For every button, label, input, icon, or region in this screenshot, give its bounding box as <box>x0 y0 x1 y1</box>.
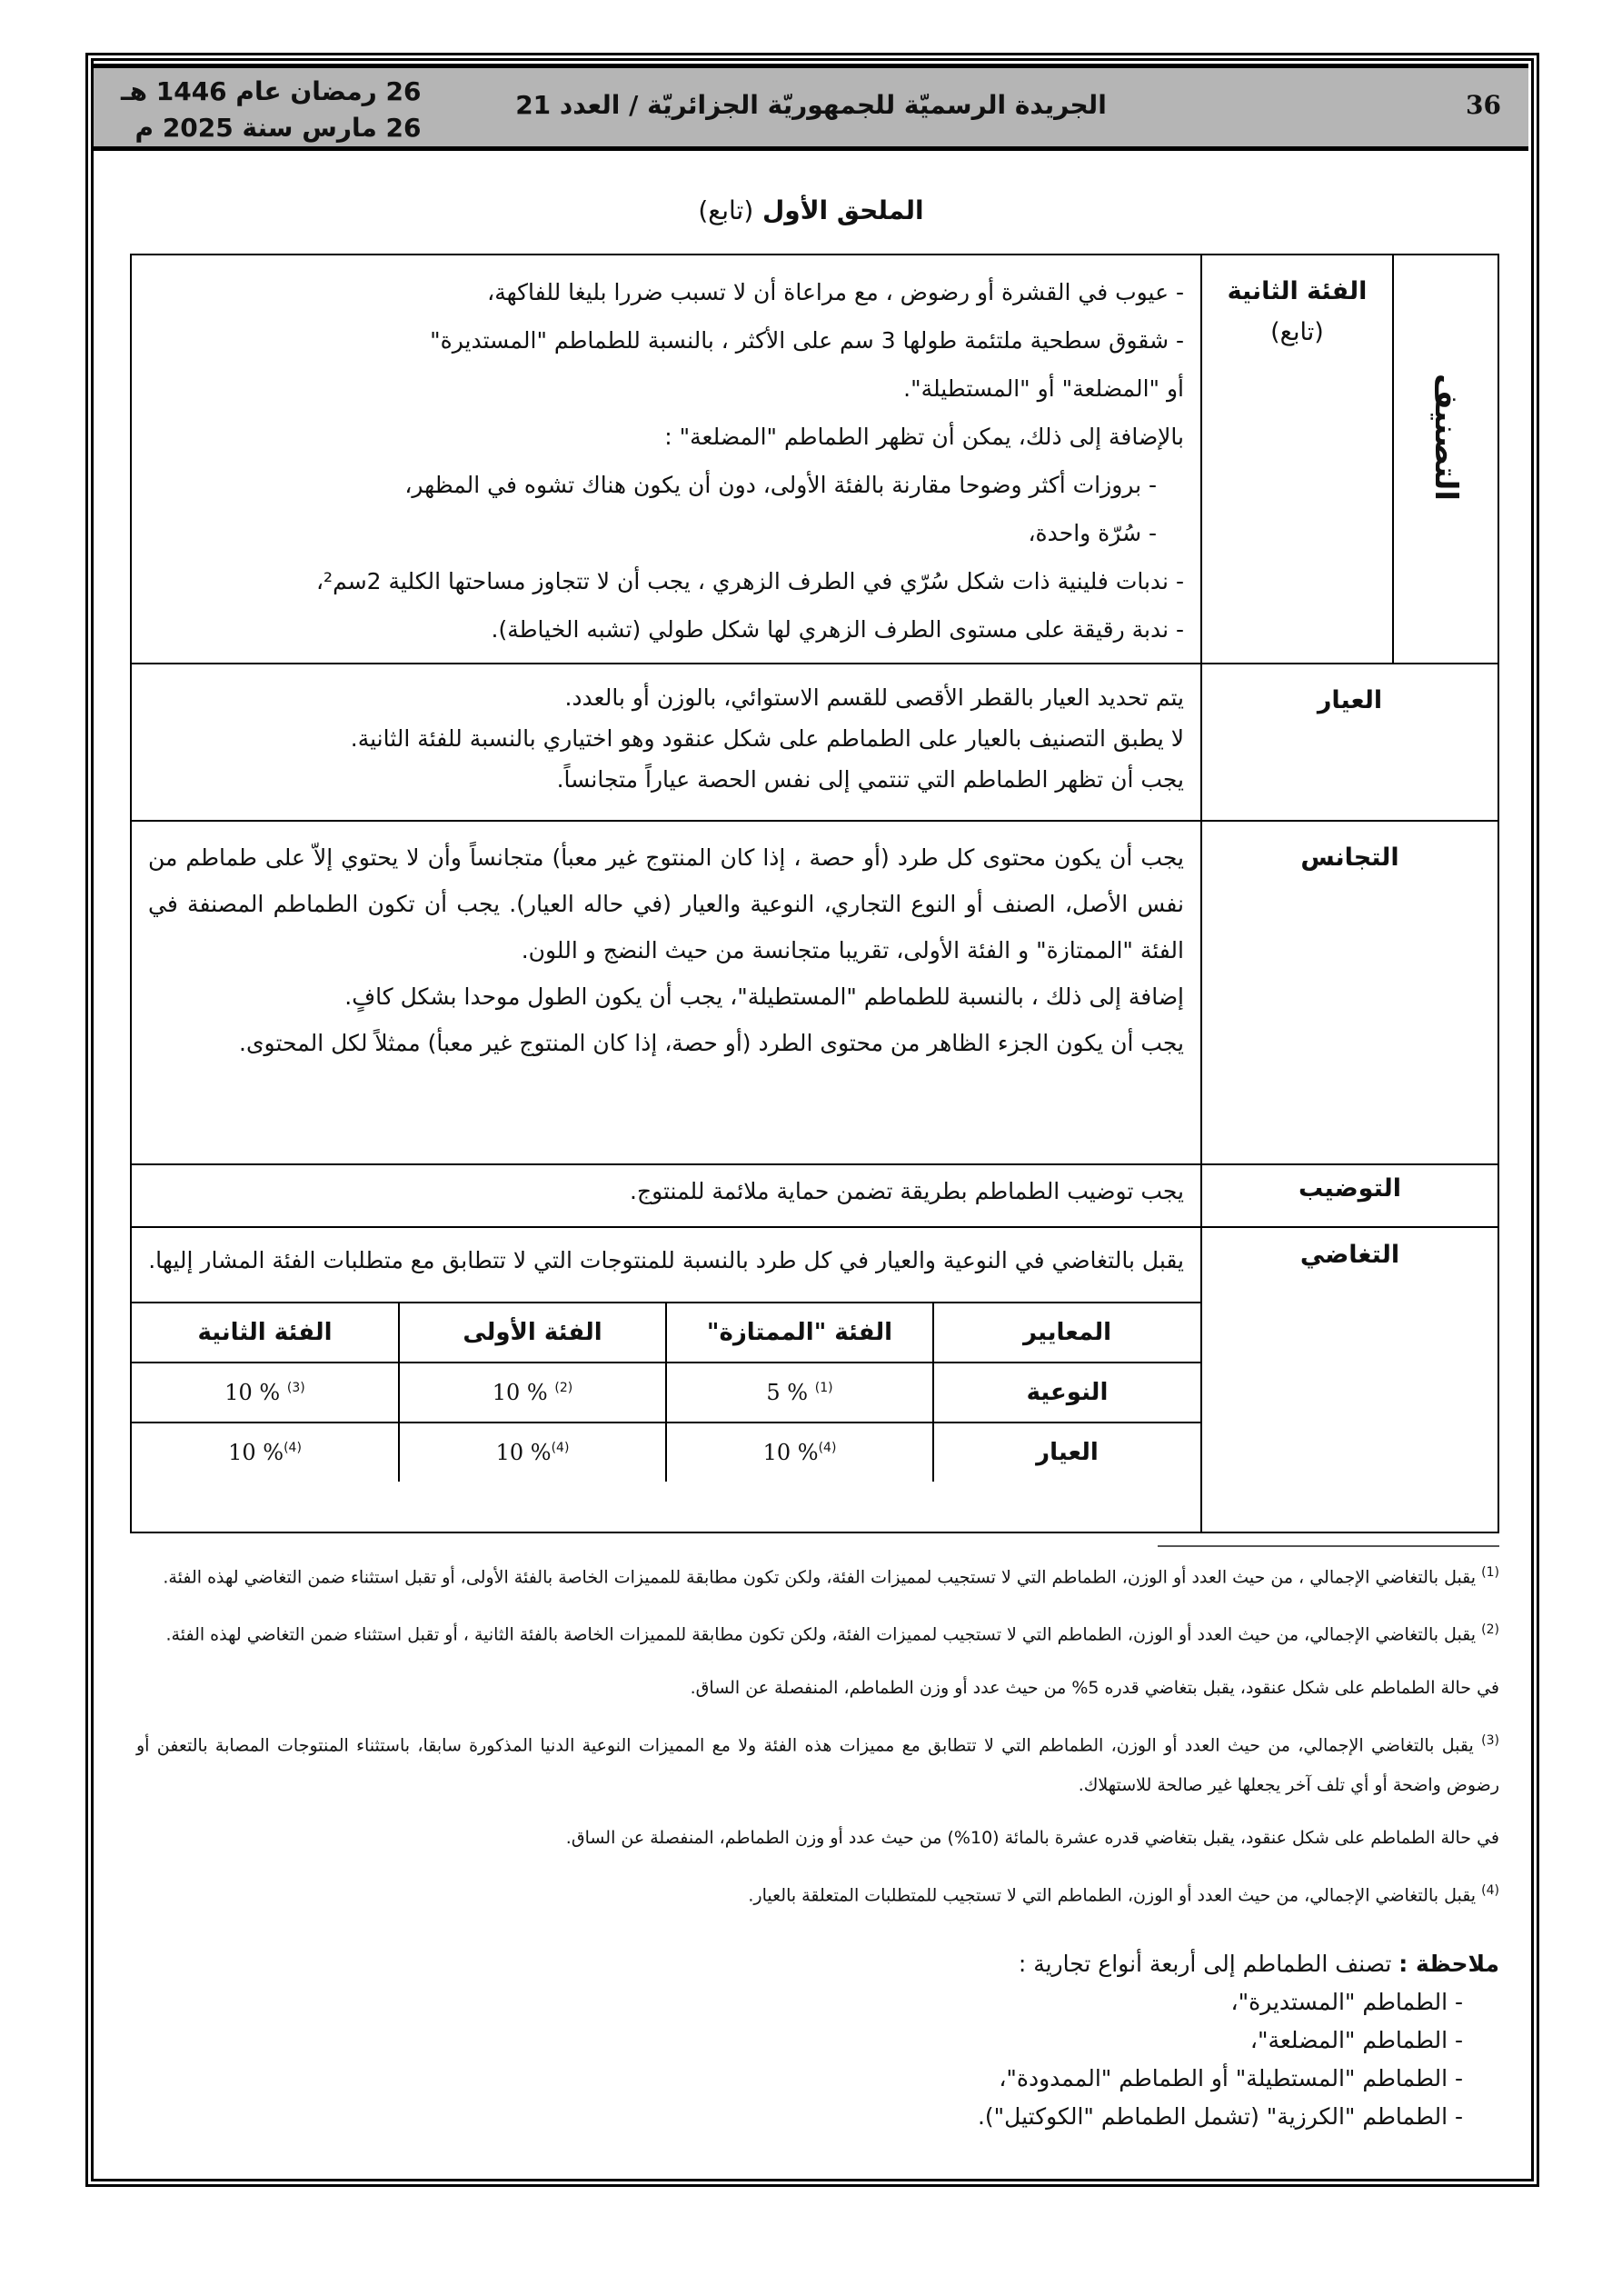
header-extra-class: الفئة "الممتازة" <box>666 1303 933 1363</box>
tolerance-value: 10 % <box>492 1380 548 1405</box>
subtable-header <box>132 1303 1200 1363</box>
footnote-number: (3) <box>1481 1732 1499 1748</box>
header-criteria: المعايير <box>933 1303 1200 1363</box>
value-cell <box>132 1423 399 1482</box>
table-row <box>132 1423 1200 1482</box>
table-row <box>132 1363 1200 1423</box>
category-sub: (تابع) <box>1270 318 1324 346</box>
classification-text <box>131 255 1201 664</box>
footnote-number: (4) <box>1481 1882 1499 1898</box>
criterion-sizing: العيار <box>933 1423 1200 1482</box>
note-intro-line <box>136 1945 1499 1983</box>
sizing-text <box>131 664 1201 821</box>
text-paragraph: يجب أن يكون محتوى كل طرد (أو حصة ، إذا كان المنتوج غير معبأ) متجانساً وأن لا يحتوي إلاّ على طماطم من نفس الأصل، الصنف أو النوع التجاري، النوعية والعيار (في حاله العيار). يجب أن تكون الطماطم المصنفة في الفئة "الممتازة" و الفئة الأولى، تقريبا متجانسة من حيث النضج و اللون. <box>148 844 1184 963</box>
footnote <box>136 1818 1499 1858</box>
text-line: يجب أن تظهر الطماطم التي تنتمي إلى نفس الحصة عياراً متجانساً. <box>556 766 1184 793</box>
footnote-ref: (4) <box>284 1441 302 1455</box>
text-line: - شقوق سطحية ملتئمة طولها 3 سم على الأكثر ، بالنسبة للطماطم "المستديرة" <box>430 327 1184 354</box>
row-uniformity <box>131 821 1498 1164</box>
note-item: - الطماطم "المستطيلة" أو الطماطم "الممدودة"، <box>999 2065 1463 2091</box>
journal-title: الجريدة الرسميّة للجمهوريّة الجزائريّة / العدد 21 <box>515 90 1107 120</box>
tolerance-value: 10 % <box>495 1440 552 1465</box>
text-paragraph: يجب أن يكون الجزء الظاهر من محتوى الطرد (أو حصة، إذا كان المنتوج غير معبأ) ممثلاً لكل المحتوى. <box>239 1030 1184 1056</box>
issue-date <box>121 74 422 146</box>
value-cell <box>399 1363 666 1423</box>
annex-title <box>0 195 1622 225</box>
row-tolerance <box>131 1227 1498 1532</box>
tolerance-subtable <box>132 1302 1200 1482</box>
text-line: - عيوب في القشرة أو رضوض ، مع مراعاة أن لا تسبب ضررا بليغا للفاكهة، <box>487 279 1184 305</box>
text-line: لا يطبق التصنيف بالعيار على الطماطم على شكل عنقود وهو اختياري بالنسبة للفئة الثانية. <box>350 725 1184 752</box>
specs-table <box>130 254 1499 1533</box>
note-section <box>136 1945 1499 2136</box>
row-classification <box>131 255 1498 664</box>
side-label: التصنيف <box>1428 374 1464 502</box>
footnote-text: يقبل بالتغاضي الإجمالي، من حيث العدد أو الوزن، الطماطم التي لا تتطابق مع مميزات هذه الفئة ولا مع المميزات النوعية الدنيا المذكورة سابقا، باستثناء المنتوجات المصابة بالتعفن أو رضوض واضحة أو أي تلف آخر يجعلها غير صالحة للاستهلاك. <box>136 1734 1499 1795</box>
footnote-ref: (3) <box>286 1381 305 1395</box>
row-sizing <box>131 664 1498 821</box>
tolerance-value: 10 % <box>224 1380 281 1405</box>
header-class-1: الفئة الأولى <box>399 1303 666 1363</box>
packaging-label: التوضيب <box>1201 1164 1498 1227</box>
side-label-cell <box>1393 255 1498 664</box>
footnotes <box>136 1552 1499 1928</box>
criterion-quality: النوعية <box>933 1363 1200 1423</box>
gregorian-date: 26 مارس سنة 2025 م <box>134 113 422 143</box>
value-cell <box>399 1423 666 1482</box>
text-line: - بروزات أكثر وضوحا مقارنة بالفئة الأولى، دون أن يكون هناك تشوه في المظهر، <box>404 472 1157 498</box>
footnote <box>136 1552 1499 1597</box>
footnote-text: يقبل بالتغاضي الإجمالي ، من حيث العدد أو الوزن، الطماطم التي لا تستجيب لمميزات الفئة، ولكن تكون مطابقة للمميزات الخاصة بالفئة الأولى، أو تقبل استثناء ضمن التغاضي لهذه الفئة. <box>163 1567 1477 1588</box>
text-paragraph: إضافة إلى ذلك ، بالنسبة للطماطم "المستطيلة"، يجب أن يكون الطول موحدا بشكل كافٍ. <box>344 983 1184 1010</box>
tolerance-cell <box>131 1227 1201 1532</box>
category-cell <box>1201 255 1393 664</box>
annex-title-main: الملحق الأول <box>762 195 924 225</box>
hijri-date: 26 رمضان عام 1446 هـ <box>121 76 422 106</box>
footnote-ref: (4) <box>551 1441 570 1455</box>
footnote-ref: (1) <box>814 1381 833 1395</box>
tolerance-label: التغاضي <box>1201 1227 1498 1532</box>
note-item: - الطماطم "المستديرة"، <box>1230 1989 1463 2015</box>
page-number: 36 <box>1466 90 1501 120</box>
text-line: - سُرّة واحدة، <box>1028 520 1157 546</box>
tolerance-value: 5 % <box>766 1380 809 1405</box>
text-line: يتم تحديد العيار بالقطر الأقصى للقسم الاستوائي، بالوزن أو بالعدد. <box>564 684 1184 711</box>
footnote <box>136 1668 1499 1708</box>
note-item: - الطماطم "المضلعة"، <box>1249 2027 1463 2053</box>
category-label: الفئة الثانية <box>1227 277 1368 305</box>
row-packaging <box>131 1164 1498 1227</box>
tolerance-value: 10 % <box>762 1440 819 1465</box>
footnote-text: يقبل بالتغاضي الإجمالي، من حيث العدد أو الوزن، الطماطم التي لا تستجيب للمتطلبات المتعلقة بالعيار. <box>748 1885 1477 1906</box>
sizing-label: العيار <box>1201 664 1498 821</box>
footnote-number: (1) <box>1481 1565 1499 1580</box>
value-cell <box>666 1363 933 1423</box>
value-cell <box>666 1423 933 1482</box>
footnote <box>136 1721 1499 1805</box>
footnote-separator <box>1158 1545 1499 1547</box>
tolerance-value: 10 % <box>228 1440 284 1465</box>
footnote <box>136 1871 1499 1915</box>
uniformity-label: التجانس <box>1201 821 1498 1164</box>
note-item: - الطماطم "الكرزية" (تشمل الطماطم "الكوكتيل"). <box>977 2103 1463 2130</box>
note-intro: تصنف الطماطم إلى أربعة أنواع تجارية : <box>1018 1951 1392 1977</box>
footnote-text: في حالة الطماطم على شكل عنقود، يقبل بتغاضي قدره عشرة بالمائة (10%) من حيث عدد أو وزن الطماطم، المنفصلة عن الساق. <box>565 1827 1499 1848</box>
footnote-text: يقبل بالتغاضي الإجمالي، من حيث العدد أو الوزن، الطماطم التي لا تستجيب لمميزات الفئة، ولكن تكون مطابقة للمميزات الخاصة بالفئة الثانية ، أو تقبل استثناء ضمن التغاضي لهذه الفئة. <box>165 1624 1477 1645</box>
text-line: - ندبات فلينية ذات شكل سُرّي في الطرف الزهري ، يجب أن لا تتجاوز مساحتها الكلية 2سم²، <box>315 568 1184 594</box>
uniformity-text <box>131 821 1201 1164</box>
packaging-text: يجب توضيب الطماطم بطريقة تضمن حماية ملائمة للمنتوج. <box>131 1164 1201 1227</box>
text-line: - ندبة رقيقة على مستوى الطرف الزهري لها شكل طولي (تشبه الخياطة). <box>491 616 1184 643</box>
note-label: ملاحظة : <box>1398 1951 1499 1977</box>
footnote-ref: (2) <box>554 1381 573 1395</box>
footnote-number: (2) <box>1481 1622 1499 1638</box>
annex-title-sub: (تابع) <box>698 195 754 225</box>
text-line: بالإضافة إلى ذلك، يمكن أن تظهر الطماطم "المضلعة" : <box>664 424 1184 450</box>
header-class-2: الفئة الثانية <box>132 1303 399 1363</box>
journal-header <box>94 64 1528 151</box>
footnote <box>136 1610 1499 1654</box>
text-line: أو "المضلعة" أو "المستطيلة". <box>903 375 1184 402</box>
value-cell <box>132 1363 399 1423</box>
footnote-ref: (4) <box>818 1441 837 1455</box>
footnote-text: في حالة الطماطم على شكل عنقود، يقبل بتغاضي قدره 5% من حيث عدد أو وزن الطماطم، المنفصلة عن الساق. <box>690 1677 1499 1698</box>
tolerance-text: يقبل بالتغاضي في النوعية والعيار في كل طرد بالنسبة للمنتوجات التي لا تتطابق مع متطلبات الفئة المشار إليها. <box>148 1247 1184 1273</box>
